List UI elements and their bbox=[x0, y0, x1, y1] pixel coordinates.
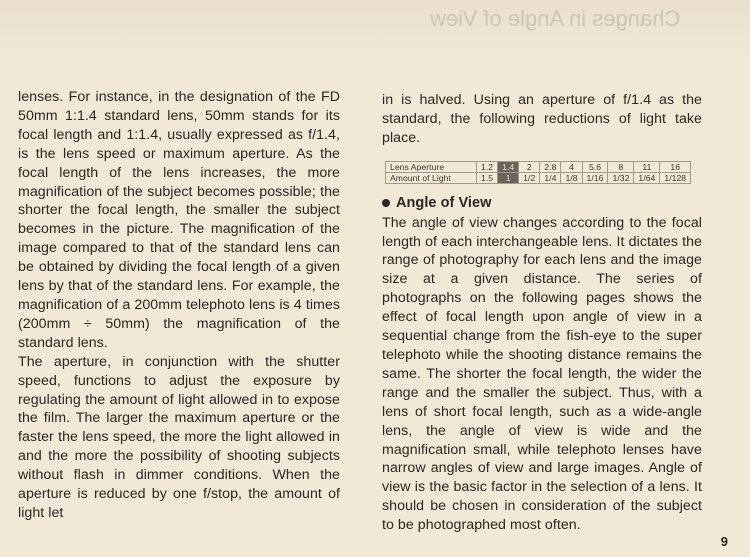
table-cell: 8 bbox=[608, 161, 634, 172]
paragraph-light-reduction: in is halved. Using an aperture of f/1.4 as the standard, the following reductions of light take place. bbox=[382, 92, 702, 146]
section-heading bbox=[382, 194, 702, 213]
aperture-light-table bbox=[385, 161, 691, 184]
table-cell: 1/128 bbox=[660, 172, 691, 183]
table-row-label: Lens Aperture bbox=[386, 161, 477, 172]
table-row-aperture bbox=[386, 161, 691, 172]
paragraph-angle-of-view: The angle of view changes according to the focal length of each interchangeable lens. It dictates the range of photography for each lens and the image size at a given distance. The series of photographs on the following pages shows the effect of focal length upon angle of view in a sequential change from the fish-eye to the super telephoto while the shooting distance remains the same. The shorter the focal length, the wider the range and the smaller the subject. Thus, with a lens of short focal length, such as a wide-angle lens, the angle of view is wide and the magnification small, while telephoto lenses have narrow angles of view and large images. Angle of view is the basic factor in the selection of a lens. It should be chosen in consideration of the subject to be photographed most often. bbox=[382, 214, 702, 534]
bleed-through-area bbox=[0, 0, 750, 60]
table-cell: 5.6 bbox=[582, 161, 608, 172]
table-cell: 1/16 bbox=[582, 172, 608, 183]
bullet-icon bbox=[382, 199, 390, 207]
table-cell-highlight: 1 bbox=[498, 172, 519, 183]
table-cell: 11 bbox=[634, 161, 660, 172]
section-heading-text: Angle of View bbox=[396, 194, 492, 211]
right-column bbox=[382, 91, 702, 535]
table-cell: 16 bbox=[660, 161, 691, 172]
bleed-through-title: Changes in Angle of View bbox=[430, 6, 681, 31]
left-column bbox=[18, 88, 340, 523]
table-row-light bbox=[386, 172, 691, 183]
paragraph-aperture: The aperture, in conjunction with the shutter speed, functions to adjust the exposure by regulating the amount of light allowed in to expose the film. The larger the maximum aperture or the faster the lens speed, the more the light allowed in and the more the possibility of shooting subjects without flash in dimmer conditions. When the aperture is reduced by one f/stop, the amount of light let bbox=[18, 353, 340, 521]
table-row-label: Amount of Light bbox=[386, 172, 477, 183]
page-number: 9 bbox=[720, 534, 728, 549]
table-cell: 2.8 bbox=[540, 161, 561, 172]
table-cell: 1/4 bbox=[540, 172, 561, 183]
table-cell: 1/32 bbox=[608, 172, 634, 183]
table-cell: 1/2 bbox=[519, 172, 540, 183]
table-cell: 2 bbox=[519, 161, 540, 172]
table-cell-highlight: 1.4 bbox=[498, 161, 519, 172]
table-cell: 1/64 bbox=[634, 172, 660, 183]
table-cell: 1/8 bbox=[561, 172, 582, 183]
table-cell: 1.2 bbox=[477, 161, 498, 172]
table-cell: 4 bbox=[561, 161, 582, 172]
paragraph-focal-length: lenses. For instance, in the designation of the FD 50mm 1:1.4 standard lens, 50mm stands for its focal length and 1:1.4, usually expressed as f/1.4, is the lens speed or maximum aperture. As the focal length of the lens increases, the more magnification of the subject becomes possible; the shorter the focal length, the smaller the subject becomes in the picture. The magnification of the image compared to that of the standard lens can be obtained by dividing the focal length of a given lens by that of the standard lens. For example, the magnification of a 200mm telephoto lens is 4 times (200mm ÷ 50mm) the magnification of the standard lens. bbox=[18, 89, 340, 351]
table-cell: 1.5 bbox=[477, 172, 498, 183]
